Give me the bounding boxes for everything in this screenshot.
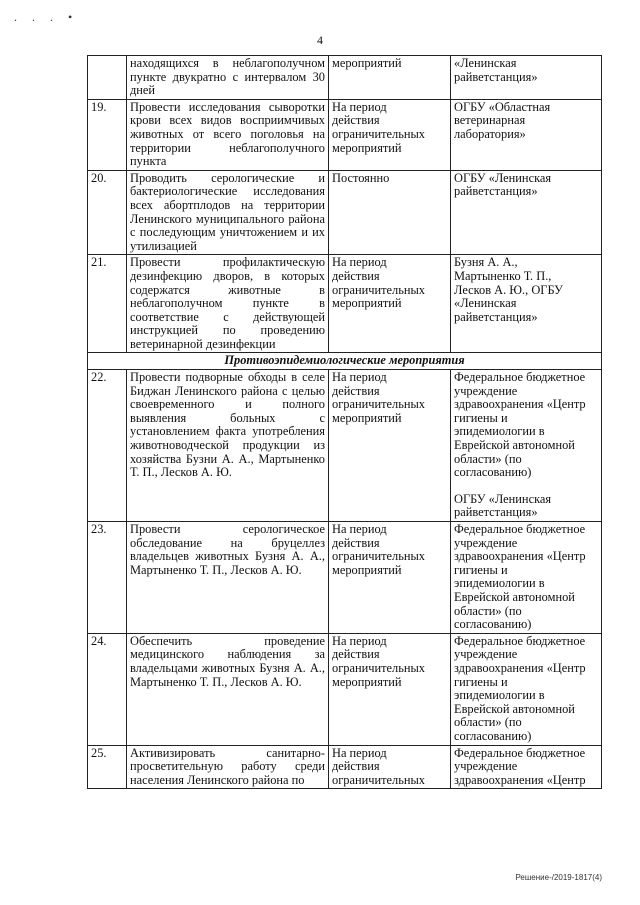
responsible-text-line: Федеральное бюджетное [454,745,586,760]
responsible-text-line: области» (по [454,603,522,618]
table-row [88,745,602,789]
responsible-text-line: согласованию) [454,728,532,743]
term-text-line: На период [332,633,387,648]
term-text-line: ограничительных [332,282,425,297]
responsible-text [451,745,602,789]
term-text-line: ограничительных [332,660,425,675]
table-row [88,633,602,745]
term-text-line: На период [332,255,387,270]
responsible-text-line: области» (по [454,451,522,466]
row-number: 20. [88,170,127,255]
term-text-line: мероприятий [332,296,402,311]
term-text-line: На период [332,99,387,114]
responsible-text-line: Федеральное бюджетное [454,370,586,385]
term-text-line: мероприятий [332,674,402,689]
responsible-text-line: ОГБУ «Областная ветеринарная лаборатория» [454,99,551,141]
measure-text: находящихся в неблагополучном пункте двукратно с интервалом 30 дней [127,56,329,100]
measure-text: Провести серологическое обследование на бруцеллез владельцев животных Бузня А. А., Мартыненко Т. П., Лесков А. Ю. [127,522,329,634]
responsible-text-line: Бузня А. А., [454,255,518,270]
responsible-text-line: эпидемиологии в [454,576,545,591]
measure-text: Провести подворные обходы в селе Биджан Ленинского района с целью своевременного и полного выявления больных с установлением факта употребления животноводческой продукции из хозяйства Бузни А. А., Мартыненко Т. П., Лесков А. Ю. [127,370,329,522]
measure-text: Провести исследования сыворотки крови всех видов восприимчивых животных от всего поголовья на территории неблагополучного пункта [127,99,329,170]
responsible-text-line: эпидемиологии в [454,688,545,703]
term-text [329,370,451,522]
responsible-text [451,170,602,255]
term-text-line: действия [332,268,380,283]
responsible-text-line: Федеральное бюджетное [454,633,586,648]
row-number: 19. [88,99,127,170]
responsible-text-line: гигиены и [454,674,508,689]
responsible-text-line: гигиены и [454,410,508,425]
responsible-text-line: здравоохранения «Центр [454,549,586,564]
responsible-text-line: эпидемиологии в [454,424,545,439]
term-text [329,170,451,255]
section-row [88,353,602,370]
term-text-line: действия [332,535,380,550]
table-row [88,522,602,634]
responsible-text-line: учреждение [454,383,518,398]
responsible-text-line: согласованию) [454,617,532,632]
responsible-text-line: Мартыненко Т. П., [454,268,552,283]
responsible-text-line: райветстанция» [454,505,538,520]
responsible-text-line: здравоохранения «Центр [454,660,586,675]
row-number: 24. [88,633,127,745]
responsible-text [451,56,602,100]
table-row [88,370,602,522]
measure-text: Обеспечить проведение медицинского наблюдения за владельцами животных Бузня А. А., Мартыненко Т. П., Лесков А. Ю. [127,633,329,745]
responsible-text-line: здравоохранения «Центр [454,772,586,787]
table-row [88,255,602,353]
term-text [329,56,451,100]
row-number: 22. [88,370,127,522]
section-title: Противоэпидемиологические мероприятия [88,353,602,370]
term-text-line: действия [332,383,380,398]
responsible-text-line [454,480,598,493]
responsible-text-line: Еврейской автономной [454,701,575,716]
term-text-line: На период [332,745,387,760]
responsible-text-line: Еврейской автономной [454,438,575,453]
term-text-line: ограничительных [332,549,425,564]
responsible-text-line: области» (по [454,715,522,730]
term-text-line: мероприятий [332,56,402,70]
responsible-text-line: ОГБУ «Ленинская райветстанция» [454,170,552,199]
responsible-text-line: «Ленинская райветстанция» [454,56,538,84]
row-number: 25. [88,745,127,789]
term-text-line: действия [332,647,380,662]
term-text-line: Постоянно [332,170,390,185]
term-text [329,99,451,170]
term-text-line: мероприятий [332,410,402,425]
page-number: 4 [317,33,323,47]
table-row [88,99,602,170]
measure-text: Провести профилактическую дезинфекцию дворов, в которых содержатся животные в неблагополучном пункте в соответствие с действующей инструкцией по проведению ветеринарной дезинфекции [127,255,329,353]
responsible-text [451,99,602,170]
table-row [88,170,602,255]
term-text [329,745,451,789]
scan-specks: . . . • [14,10,79,24]
responsible-text-line: «Ленинская [454,296,517,311]
measure-text: Проводить серологические и бактериологические исследования всех абортплодов на территории Ленинского муниципального района с последующим уничтожением и их утилизацией [127,170,329,255]
responsible-text [451,633,602,745]
measures-table [87,55,602,789]
responsible-text-line: гигиены и [454,562,508,577]
term-text-line: ограничительных [332,397,425,412]
responsible-text-line: Федеральное бюджетное [454,522,586,536]
term-text [329,522,451,634]
responsible-text [451,255,602,353]
row-number: 23. [88,522,127,634]
term-text [329,255,451,353]
responsible-text-line: учреждение [454,759,518,774]
responsible-text-line: райветстанция» [454,309,538,324]
row-number [88,56,127,100]
term-text [329,633,451,745]
measure-text: Активизировать санитарно-просветительную работу среди населения Ленинского района по [127,745,329,789]
responsible-text-line: ОГБУ «Ленинская [454,491,552,506]
responsible-text-line: согласованию) [454,465,532,480]
responsible-text-line: Еврейской автономной [454,589,575,604]
term-text-line: На период [332,522,387,536]
term-text-line: На период [332,370,387,385]
responsible-text [451,522,602,634]
responsible-text [451,370,602,522]
responsible-text-line: учреждение [454,647,518,662]
document-footer: Решение-/2019-1817(4) [515,873,602,882]
responsible-text-line: Лесков А. Ю., ОГБУ [454,282,563,297]
term-text-line: ограничительных [332,126,425,141]
term-text-line: действия [332,759,380,774]
term-text-line: действия [332,113,380,128]
responsible-text-line: учреждение [454,535,518,550]
term-text-line: мероприятий [332,562,402,577]
responsible-text-line: здравоохранения «Центр [454,397,586,412]
table-row [88,56,602,100]
term-text-line: ограничительных [332,772,425,787]
row-number: 21. [88,255,127,353]
term-text-line: мероприятий [332,140,402,155]
